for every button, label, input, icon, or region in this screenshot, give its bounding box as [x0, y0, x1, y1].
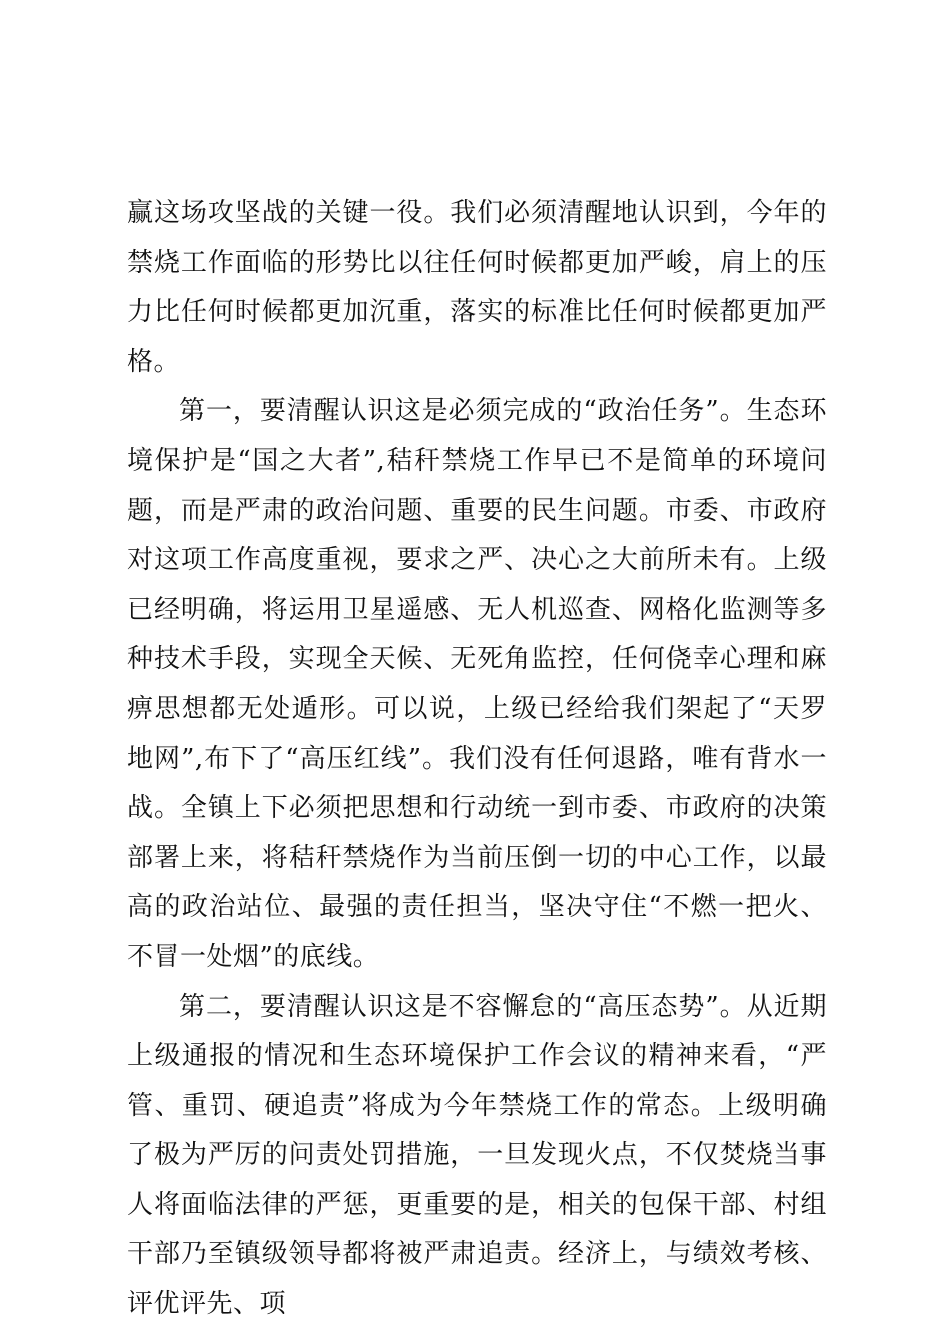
- paragraph-high-pressure: 第二，要清醒认识这是不容懈怠的“高压态势”。从近期上级通报的情况和生态环境保护工作会议的精神来看，“严管、重罚、硬追责”将成为今年禁烧工作的常态。上级明确了极为严厉的问责处罚措施，一旦发现火点，不仅焚烧当事人将面临法律的严惩，更重要的是，相关的包保干部、村组干部乃至镇级领导都将被严肃追责。经济上，与绩效考核、评优评先、项: [127, 991, 827, 1320]
- paragraph-political-task: 第一，要清醒认识这是必须完成的“政治任务”。生态环境保护是“国之大者”,秸秆禁烧工作早已不是简单的环境问题，而是严肃的政治问题、重要的民生问题。市委、市政府对这项工作高度重视，要求之严、决心之大前所未有。上级已经明确，将运用卫星遥感、无人机巡查、网格化监测等多种技术手段，实现全天候、无死角监控，任何侥幸心理和麻痹思想都无处遁形。可以说，上级已经给我们架起了“天罗地网”,布下了“高压红线”。我们没有任何退路，唯有背水一战。全镇上下必须把思想和行动统一到市委、市政府的决策部署上来，将秸秆禁烧作为当前压倒一切的中心工作，以最高的政治站位、最强的责任担当，坚决守住“不燃一把火、不冒一处烟”的底线。: [127, 396, 827, 972]
- paragraph-continuation: 赢这场攻坚战的关键一役。我们必须清醒地认识到，今年的禁烧工作面临的形势比以往任何时候都更加严峻，肩上的压力比任何时候都更加沉重，落实的标准比任何时候都更加严格。: [127, 198, 827, 377]
- document-body: [127, 189, 827, 1330]
